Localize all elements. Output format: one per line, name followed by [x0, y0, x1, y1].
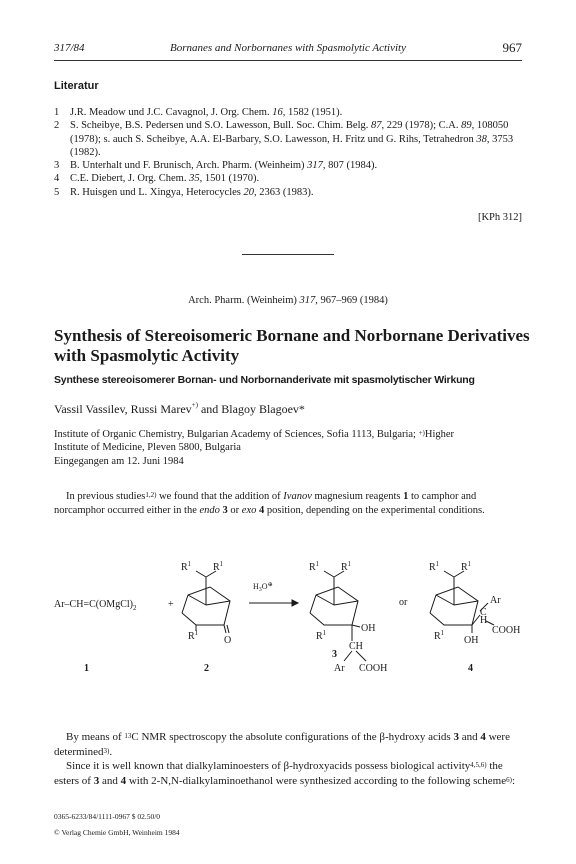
reference-item: 5 R. Huisgen und L. Xingya, Heterocycles 20, 2363 (1983).	[54, 186, 314, 198]
nmr-paragraph: By means of $^{13}$C NMR spectroscopy the absolute configurations of the β-hydroxy acids 3 and 4 were determined$^{3)}$.	[54, 731, 510, 758]
svg-text:R1: $R^1$	[429, 560, 440, 573]
svg-text:OH: OH	[361, 623, 376, 634]
section-divider	[242, 254, 334, 255]
svg-text:R1: $R^1$	[434, 629, 445, 642]
grignard-reagent	[54, 599, 137, 612]
svg-text:R1: $R^1$	[461, 560, 472, 573]
article-subtitle: Synthese stereoisomerer Bornan- und Norbornanderivate mit spasmolytischer Wirkung	[54, 374, 475, 386]
manuscript-code: [KPh 312]	[477, 212, 522, 223]
or-label: or	[399, 597, 408, 608]
reference-item: 2 S. Scheibye, B.S. Pedersen und S.O. Lawesson, Bull. Soc. Chim. Belg. 87, 229 (1978); C.A. 89, 108050 (1978); s. auch S. Scheibye, A.A. El-Barbary, S.O. Lawesson, H. Fritz und G. Rihs, Tetrahedron 38, 3753 (1982).	[54, 120, 514, 158]
svg-text:R1: $R^1$	[316, 629, 327, 642]
reference-item: 1 J.R. Meadow und J.C. Cavagnol, J. Org. Chem. 16, 1582 (1951).	[54, 107, 343, 118]
svg-text:O: O	[224, 635, 232, 646]
compound-label-2: 2	[204, 663, 209, 674]
svg-text:R1: $R^1$	[181, 560, 192, 573]
reaction-scheme	[54, 555, 534, 675]
literature-heading: Literatur	[54, 80, 99, 92]
running-head	[54, 40, 522, 60]
reaction-arrow	[249, 600, 298, 606]
affiliation: Institute of Organic Chemistry, Bulgarian Academy of Sciences, Sofia 1113, Bulgaria; +)Higher Institute of Medicine, Pleven 5800, Bulgaria Eingegangen am 12. Juni 1984	[54, 428, 522, 468]
svg-text:COOH: COOH	[492, 625, 521, 636]
copyright-line: © Verlag Chemie GmbH, Weinheim 1984	[54, 828, 180, 837]
issue-number: 317/84	[54, 42, 85, 54]
svg-text:C: C	[480, 607, 487, 618]
compound-label-4: 4	[468, 663, 473, 674]
compound-label-3: 3	[332, 649, 337, 660]
reference-item: 4 C.E. Diebert, J. Org. Chem. 35, 1501 (1970).	[54, 173, 260, 185]
svg-text:R1: $R^1$	[309, 560, 320, 573]
svg-text:COOH: COOH	[359, 663, 388, 674]
svg-text:CH: CH	[349, 641, 363, 652]
article-citation: Arch. Pharm. (Weinheim) 317, 967–969 (1984)	[188, 295, 388, 306]
plus-sign: +	[168, 599, 174, 610]
camphor-structure	[182, 571, 230, 633]
ester-paragraph: Since it is well known that dialkylaminoesters of β-hydroxyacids possess biological activity$^{4,5,6)}$ the esters of 3 and 4 with 2-N,N-dialkylaminoethanol were synthesized according to the following scheme$^{6)}$:	[54, 760, 516, 787]
svg-text:Ar: Ar	[334, 663, 345, 674]
body-text	[54, 730, 522, 788]
issn-code: 0365-6233/84/1111-0967 $ 02.50/0	[54, 812, 161, 821]
article-title: Synthesis of Stereoisomeric Bornane and Norbornane Derivatives with Spasmolytic Activity	[54, 326, 530, 365]
reference-list	[54, 106, 522, 199]
page-number: 967	[502, 40, 522, 55]
author-list: Vassil Vassilev, Russi Marev+) and Blagoy Blagoev*	[54, 401, 305, 416]
reference-item: 3 B. Unterhalt und F. Brunisch, Arch. Pharm. (Weinheim) 317, 807 (1984).	[54, 160, 378, 172]
svg-text:OH: OH	[464, 635, 479, 646]
svg-text:R1: $R^1$	[341, 560, 352, 573]
svg-text:R1: $R^1$	[188, 629, 199, 642]
svg-text:Ar–CH=C(OMgCl)2: $Ar-CH=C(OMgCl)_2$	[54, 599, 137, 612]
svg-text:R1: $R^1$	[213, 560, 224, 573]
svg-text:Ar: Ar	[490, 595, 501, 606]
running-title: Bornanes and Norbornanes with Spasmolytic Activity	[170, 42, 406, 54]
compound-label-1: 1	[84, 663, 89, 674]
intro-paragraph: In previous studies$^{1,2)}$ we found that the addition of Ivanov magnesium reagents 1 to camphor and norcamphor occurred either in the endo 3 or exo 4 position, depending on the experimental conditions.	[54, 491, 485, 516]
received-date: Eingegangen am 12. Juni 1984	[54, 455, 184, 467]
header-rule	[54, 60, 522, 61]
hydrolysis-reagent: $H_3O^\oplus$	[253, 582, 273, 593]
svg-text:H: H	[480, 615, 488, 626]
